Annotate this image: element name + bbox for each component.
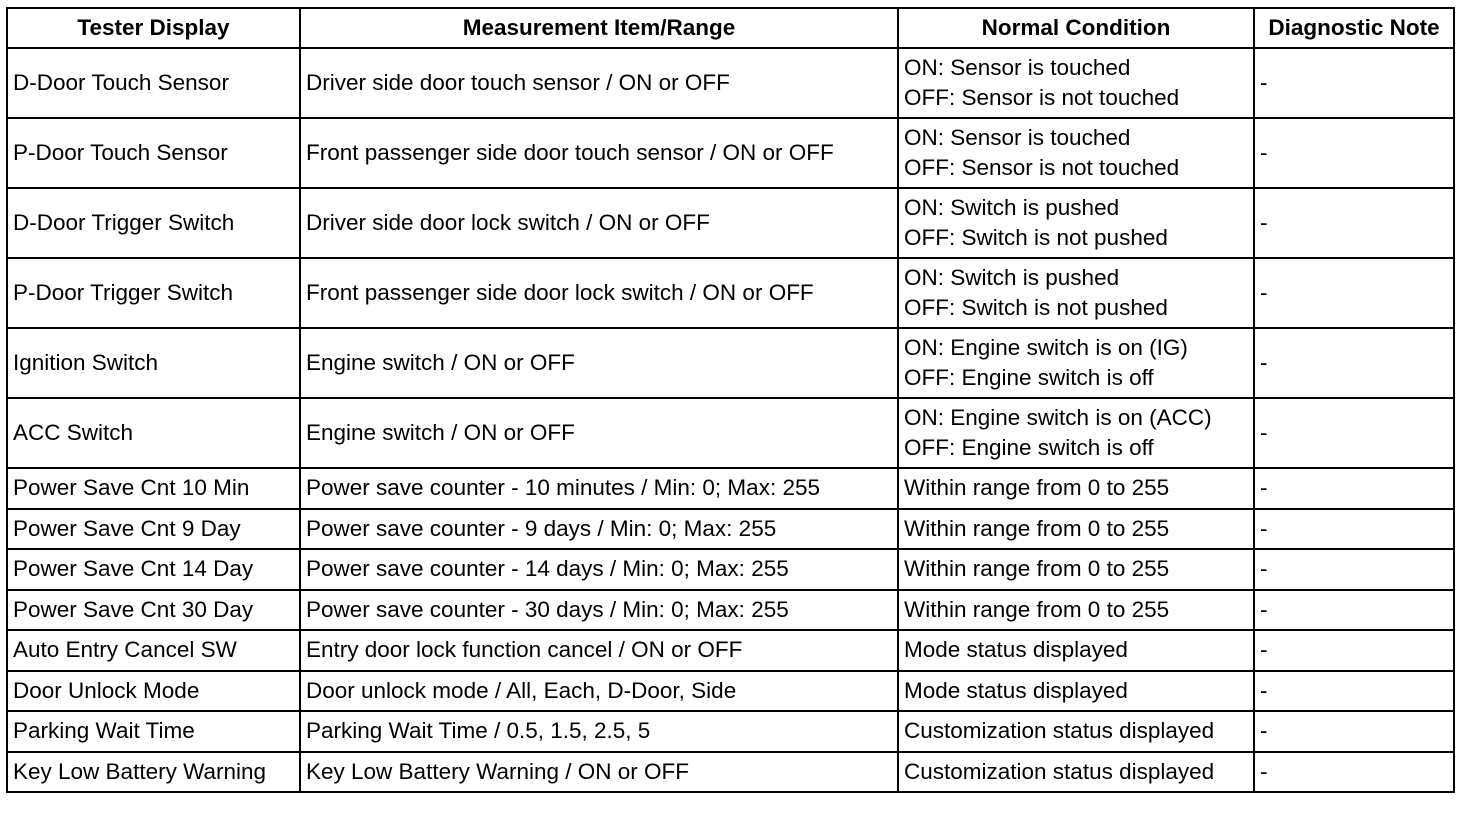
diagnostic-note-cell: - [1254, 398, 1454, 468]
diagnostic-note-cell: - [1254, 711, 1454, 752]
table-row [7, 258, 1454, 328]
diagnostic-note-cell: - [1254, 188, 1454, 258]
table-row [7, 509, 1454, 550]
table-row [7, 48, 1454, 118]
measurement-item-cell: Power save counter - 9 days / Min: 0; Max: 255 [300, 509, 898, 550]
measurement-item-cell: Power save counter - 10 minutes / Min: 0; Max: 255 [300, 468, 898, 509]
normal-condition-cell [898, 48, 1254, 118]
header-diagnostic-note: Diagnostic Note [1254, 8, 1454, 48]
table-row [7, 398, 1454, 468]
tester-display-cell: Door Unlock Mode [7, 671, 300, 712]
tester-display-cell: Ignition Switch [7, 328, 300, 398]
measurement-item-cell: Parking Wait Time / 0.5, 1.5, 2.5, 5 [300, 711, 898, 752]
condition-off-line: OFF: Sensor is not touched [904, 155, 1180, 180]
diagnostic-note-cell: - [1254, 590, 1454, 631]
measurement-item-cell: Engine switch / ON or OFF [300, 328, 898, 398]
normal-condition-cell: Mode status displayed [898, 671, 1254, 712]
tester-display-cell: Parking Wait Time [7, 711, 300, 752]
condition-off-line: OFF: Engine switch is off [904, 435, 1154, 460]
condition-off-line: OFF: Engine switch is off [904, 365, 1154, 390]
condition-off-line: OFF: Switch is not pushed [904, 295, 1168, 320]
normal-condition-cell: Within range from 0 to 255 [898, 549, 1254, 590]
condition-off-line: OFF: Switch is not pushed [904, 225, 1168, 250]
diagnostic-note-cell: - [1254, 468, 1454, 509]
header-normal-condition: Normal Condition [898, 8, 1254, 48]
normal-condition-cell: Customization status displayed [898, 711, 1254, 752]
measurement-item-cell: Key Low Battery Warning / ON or OFF [300, 752, 898, 793]
table-row [7, 711, 1454, 752]
diagnostic-note-cell: - [1254, 671, 1454, 712]
diagnostic-note-cell: - [1254, 328, 1454, 398]
table-row [7, 188, 1454, 258]
tester-display-cell: Power Save Cnt 10 Min [7, 468, 300, 509]
diagnostic-note-cell: - [1254, 258, 1454, 328]
measurement-item-cell: Front passenger side door touch sensor / ON or OFF [300, 118, 898, 188]
condition-off-line: OFF: Sensor is not touched [904, 85, 1180, 110]
tester-display-cell: Power Save Cnt 9 Day [7, 509, 300, 550]
condition-on-line: ON: Sensor is touched [904, 55, 1131, 80]
tester-display-cell: P-Door Trigger Switch [7, 258, 300, 328]
measurement-item-cell: Power save counter - 14 days / Min: 0; Max: 255 [300, 549, 898, 590]
table-row [7, 328, 1454, 398]
table-row [7, 549, 1454, 590]
diagnostic-note-cell: - [1254, 549, 1454, 590]
condition-on-line: ON: Engine switch is on (ACC) [904, 405, 1212, 430]
tester-display-cell: D-Door Touch Sensor [7, 48, 300, 118]
measurement-item-cell: Entry door lock function cancel / ON or OFF [300, 630, 898, 671]
table-row [7, 752, 1454, 793]
table-row [7, 118, 1454, 188]
condition-on-line: ON: Switch is pushed [904, 265, 1120, 290]
normal-condition-cell: Mode status displayed [898, 630, 1254, 671]
normal-condition-cell [898, 188, 1254, 258]
diagnostic-note-cell: - [1254, 630, 1454, 671]
header-measurement-item: Measurement Item/Range [300, 8, 898, 48]
condition-on-line: ON: Switch is pushed [904, 195, 1120, 220]
normal-condition-cell [898, 398, 1254, 468]
condition-on-line: ON: Engine switch is on (IG) [904, 335, 1188, 360]
tester-display-cell: ACC Switch [7, 398, 300, 468]
measurement-item-cell: Power save counter - 30 days / Min: 0; Max: 255 [300, 590, 898, 631]
measurement-item-cell: Driver side door touch sensor / ON or OFF [300, 48, 898, 118]
normal-condition-cell [898, 328, 1254, 398]
table-row [7, 630, 1454, 671]
diagnostic-note-cell: - [1254, 752, 1454, 793]
measurement-item-cell: Driver side door lock switch / ON or OFF [300, 188, 898, 258]
table-row [7, 590, 1454, 631]
normal-condition-cell [898, 258, 1254, 328]
measurement-item-cell: Front passenger side door lock switch / ON or OFF [300, 258, 898, 328]
normal-condition-cell: Within range from 0 to 255 [898, 509, 1254, 550]
tester-display-cell: Power Save Cnt 30 Day [7, 590, 300, 631]
tester-display-cell: D-Door Trigger Switch [7, 188, 300, 258]
normal-condition-cell [898, 118, 1254, 188]
tester-display-cell: P-Door Touch Sensor [7, 118, 300, 188]
header-tester-display: Tester Display [7, 8, 300, 48]
header-row [7, 8, 1454, 48]
tester-display-cell: Key Low Battery Warning [7, 752, 300, 793]
normal-condition-cell: Customization status displayed [898, 752, 1254, 793]
condition-on-line: ON: Sensor is touched [904, 125, 1131, 150]
tester-display-cell: Auto Entry Cancel SW [7, 630, 300, 671]
tester-display-cell: Power Save Cnt 14 Day [7, 549, 300, 590]
normal-condition-cell: Within range from 0 to 255 [898, 590, 1254, 631]
table-row [7, 671, 1454, 712]
data-list-table [6, 7, 1455, 793]
diagnostic-note-cell: - [1254, 48, 1454, 118]
measurement-item-cell: Door unlock mode / All, Each, D-Door, Side [300, 671, 898, 712]
table-row [7, 468, 1454, 509]
measurement-item-cell: Engine switch / ON or OFF [300, 398, 898, 468]
normal-condition-cell: Within range from 0 to 255 [898, 468, 1254, 509]
diagnostic-note-cell: - [1254, 509, 1454, 550]
diagnostic-note-cell: - [1254, 118, 1454, 188]
